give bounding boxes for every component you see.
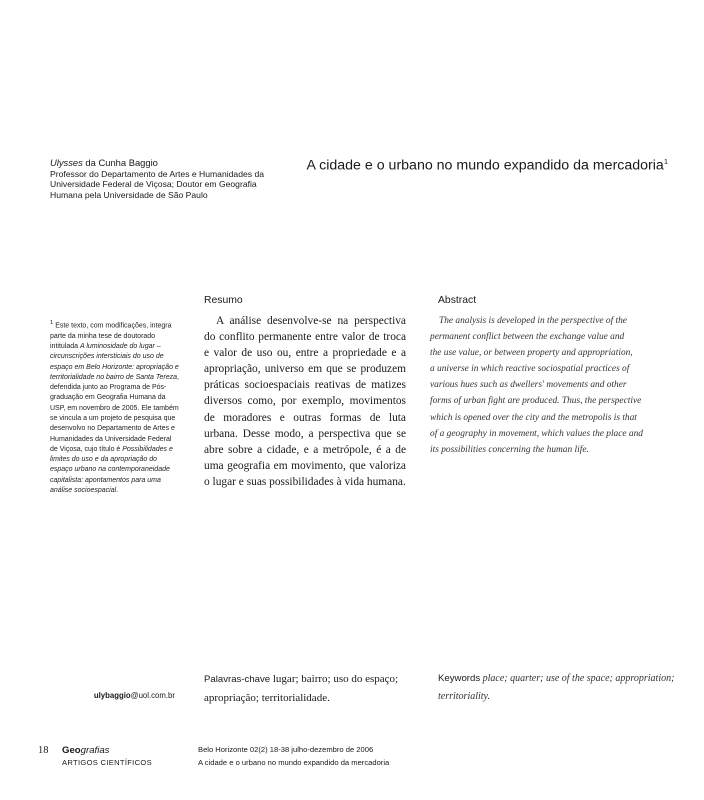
title-footnote-marker: 1 xyxy=(663,157,668,166)
publication-info: Belo Horizonte 02(2) 18-38 julho-dezembro de 2006 xyxy=(198,745,374,754)
section-label: ARTIGOS CIENTÍFICOS xyxy=(62,758,152,767)
footnote-marker: 1 xyxy=(50,320,54,326)
abstract-line: forms of urban fight are produced. Thus, the perspective xyxy=(430,396,642,407)
abstract-body xyxy=(430,313,694,458)
keywords-en xyxy=(438,670,688,706)
keywords-en-text: place; quarter; use of the space; appropriation; territoriality. xyxy=(438,673,675,702)
author-name: Ulysses da Cunha Baggio xyxy=(50,157,158,168)
author-email: ulybaggio@uol.com.br xyxy=(93,691,175,700)
keywords-en-label: Keywords xyxy=(438,673,481,684)
resumo-heading: Resumo xyxy=(204,295,243,306)
abstract-line: a universe in which reactive sociospatial practices of xyxy=(430,364,630,375)
running-title: A cidade e o urbano no mundo expandido da mercadoria xyxy=(198,758,390,767)
journal-name: Geografias xyxy=(62,745,110,756)
article-title: A cidade e o urbano no mundo expandido da mercadoria$^1$ xyxy=(306,157,668,174)
resumo-body: A análise desenvolve-se na perspectiva do conflito permanente entre valor de troca e valor de uso ou, entre a propriedade e a apropriação, universo em que se produzem práticas socioespaciais reativas de matizes diversos como, por exemplo, movimentos de moradores e outras formas de luta urbana. Desse modo, a perspectiva que se abre sobre a cidade, e a metrópole, é a de uma geografia em movimento, que valoriza o lugar e suas possibilidades à vida humana. xyxy=(204,315,406,488)
abstract-line: The analysis is developed in the perspective of the xyxy=(439,316,627,326)
abstract-line: various hues such as dwellers' movements and other xyxy=(430,380,627,391)
page-number: 18 xyxy=(38,745,49,756)
abstract-line: permanent conflict between the exchange value and xyxy=(430,332,625,343)
abstract-line: which is opened over the city and the metropolis is that xyxy=(430,412,637,423)
abstract-line: the use value, or between property and appropriation, xyxy=(430,348,633,359)
thesis-title: A luminosidade do lugar – circunscrições intersticiais do uso de espaço em Belo Horizonte: apropriação e territorialidade no bairro de Santa Tereza xyxy=(50,342,179,381)
keywords-pt-label: Palavras-chave xyxy=(204,674,271,685)
author-affiliation-line: Universidade Federal de Viçosa; Doutor em Geografia xyxy=(50,179,257,190)
author-affiliation-line: Professor do Departamento de Artes e Humanidades da xyxy=(50,168,265,179)
abstract-heading: Abstract xyxy=(438,295,477,306)
project-title: Possibilidades e limites do uso e da apropriação do espaço urbano na contemporaneidade capitalista: apontamentos para uma análise socioespacial xyxy=(50,445,173,495)
author-block xyxy=(50,158,280,200)
footnote: $^1$ Este texto, com modificações, integra parte da minha tese de doutorado intitulada A luminosidade do lugar – circunscrições intersticiais do uso de espaço em Belo Horizonte: apropriação e territorialidade no bairro de Santa Tereza, defendida junto ao Programa de Pós-graduação em Geografia Humana da USP, em novembro de 2005. Ele também se vincula a um projeto de pesquisa que desenvolvo no Departamento de Artes e Humanidades da Universidade Federal de Viçosa, cujo título é Possibilidades e limites do uso e da apropriação do espaço urbano na contemporaneidade capitalista: apontamentos para uma análise socioespacial. xyxy=(50,320,179,495)
abstract-line: of a geography in movement, which values the place and xyxy=(430,428,643,439)
abstract-line: its possibilities concerning the human life. xyxy=(430,444,589,455)
author-affiliation-line: Humana pela Universidade de São Paulo xyxy=(50,189,208,200)
keywords-pt-text: lugar; bairro; uso do espaço; apropriação; territorialidade. xyxy=(204,673,399,704)
keywords-pt xyxy=(204,670,414,707)
